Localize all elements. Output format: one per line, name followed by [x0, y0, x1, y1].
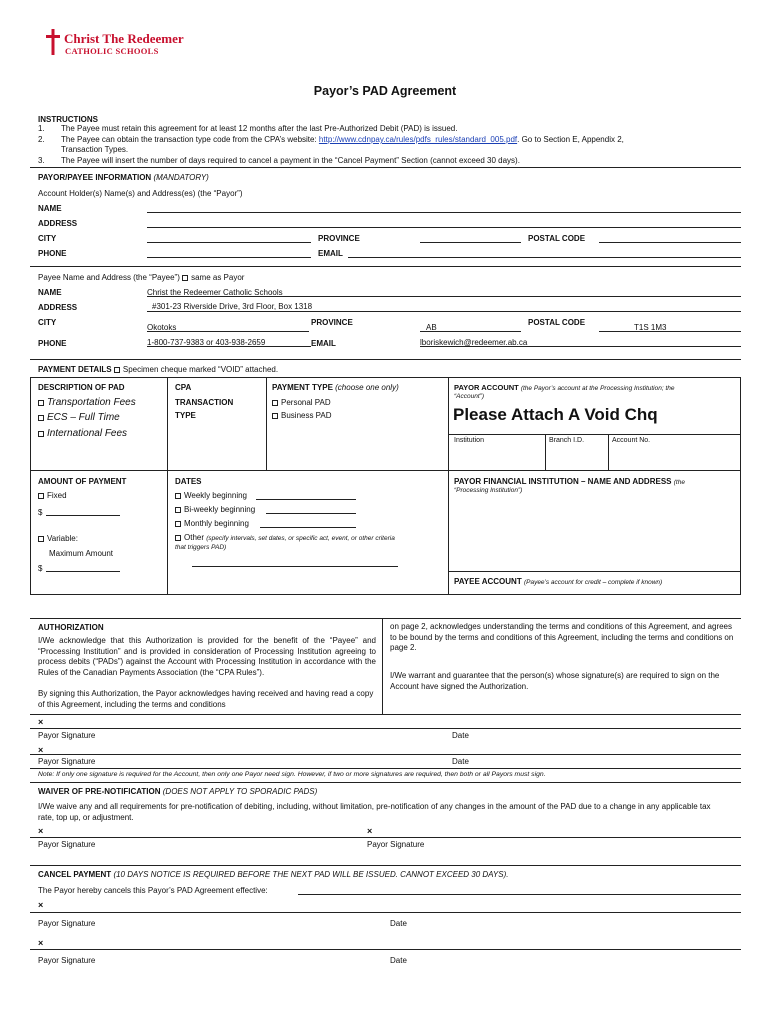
table-hline: [30, 470, 741, 471]
instruction-num-1: 1.: [38, 124, 45, 133]
divider: [30, 782, 741, 783]
amount-heading: AMOUNT OF PAYMENT: [38, 477, 127, 486]
table-vline: [608, 434, 609, 470]
payor-province-label: PROVINCE: [318, 234, 360, 243]
instruction-text-2: [61, 135, 624, 144]
payor-name-field[interactable]: [147, 212, 741, 213]
variable-checkbox[interactable]: [38, 536, 44, 542]
cancel-text: The Payor hereby cancels this Payor’s PAD Agreement effective:: [38, 886, 268, 895]
payor-account-heading: [454, 383, 675, 392]
table-vline: [448, 377, 449, 595]
payee-city-value: Okotoks: [147, 323, 177, 332]
payee-label-text: Payee Name and Address (the “Payee”): [38, 273, 180, 282]
other-checkbox[interactable]: [175, 535, 181, 541]
payor-name-label: NAME: [38, 204, 62, 213]
cancel-heading-text: CANCEL PAYMENT: [38, 870, 112, 879]
payee-account-heading: [454, 577, 662, 586]
desc-option-label: Transportation Fees: [47, 397, 136, 408]
max-amount-label: Maximum Amount: [49, 549, 114, 558]
payee-postal-line: [599, 331, 741, 332]
personal-pad-option[interactable]: [272, 398, 331, 407]
fi-note-2: “Processing Institution”): [454, 487, 523, 494]
divider: [30, 768, 741, 769]
weekly-date-field[interactable]: [256, 499, 356, 500]
signature-line[interactable]: [30, 949, 741, 950]
table-vline: [545, 434, 546, 470]
payor-signature-label: Payor Signature: [38, 757, 96, 766]
payment-type-note: (choose one only): [335, 383, 399, 392]
account-no-label: Account No.: [612, 437, 651, 444]
payee-city-label: CITY: [38, 318, 57, 327]
date-label: Date: [390, 919, 407, 928]
desc-checkbox[interactable]: [38, 431, 44, 437]
cancel-heading: [38, 870, 508, 879]
signature-line[interactable]: [30, 837, 741, 838]
payee-account-note: (Payee’s account for credit – complete if known): [523, 579, 663, 586]
table-vline: [167, 470, 168, 595]
void-cheque-checkbox[interactable]: [114, 367, 120, 373]
other-note-2: that triggers PAD): [175, 544, 227, 551]
payee-province-line: [420, 331, 521, 332]
biweekly-label: Bi-weekly beginning: [184, 505, 256, 514]
fi-note: (the: [673, 479, 685, 486]
payor-signature-label: Payor Signature: [367, 840, 425, 849]
variable-label: Variable:: [47, 534, 78, 543]
payee-postal-label: POSTAL CODE: [528, 318, 586, 327]
cancel-heading-note: (10 DAYS NOTICE IS REQUIRED BEFORE THE NEXT PAD WILL BE ISSUED. CANNOT EXCEED 30 DAYS).: [113, 870, 509, 879]
logo-name: Christ The Redeemer: [64, 31, 184, 46]
fi-heading: [454, 477, 685, 486]
fixed-option[interactable]: [38, 491, 67, 500]
payor-signature-label: Payor Signature: [38, 919, 96, 928]
divider: [30, 714, 741, 715]
date-label: Date: [452, 731, 469, 740]
payee-phone-line: [147, 346, 311, 347]
authorization-right-p2: I/We warrant and guarantee that the person(s) whose signature(s) are required to sign on the Account have signed the Authorization.: [390, 671, 720, 691]
page-title: Payor’s PAD Agreement: [313, 84, 457, 98]
divider: [30, 359, 741, 360]
instruction-text-1: The Payee must retain this agreement for at least 12 months after the last Pre-Authorized Debit (PAD) is issued.: [61, 124, 458, 133]
payee-phone-label: PHONE: [38, 339, 67, 348]
payor-email-label: EMAIL: [318, 249, 343, 258]
payor-signature-label: Payor Signature: [38, 840, 96, 849]
payee-city-line: [147, 331, 309, 332]
payee-postal-value: T1S 1M3: [634, 323, 667, 332]
account-holder-label: Account Holder(s) Name(s) and Address(es) (the “Payor”): [38, 189, 243, 198]
divider: [30, 167, 741, 168]
personal-pad-label: Personal PAD: [281, 398, 331, 407]
payor-heading: [38, 173, 209, 182]
instruction-text-2a: The Payee can obtain the transaction type code from the CPA’s website:: [61, 135, 319, 144]
cpa-transaction-label: TRANSACTION: [175, 398, 234, 407]
payee-name-value: Christ the Redeemer Catholic Schools: [147, 288, 283, 297]
payee-address-line: [147, 311, 741, 312]
authorization-vline: [382, 618, 383, 714]
instruction-num-3: 3.: [38, 156, 45, 165]
payee-email-label: EMAIL: [311, 339, 336, 348]
other-option[interactable]: [175, 533, 395, 542]
authorization-left-p2: By signing this Authorization, the Payor acknowledges having received and having read a copy of this Agreement, including the terms and conditions: [38, 689, 374, 709]
payor-email-field[interactable]: [348, 257, 741, 258]
variable-option[interactable]: [38, 534, 78, 543]
same-as-payor-checkbox[interactable]: [182, 275, 188, 281]
cancel-effective-field[interactable]: [298, 894, 741, 895]
monthly-date-field[interactable]: [260, 527, 356, 528]
authorization-heading: AUTHORIZATION: [38, 623, 104, 632]
table-vline: [167, 377, 168, 470]
cpa-type-label: TYPE: [175, 411, 196, 420]
signature-x: ×: [367, 826, 373, 836]
payee-name-line: [147, 296, 741, 297]
logo-cross-icon: [46, 29, 60, 55]
payee-province-value: AB: [426, 323, 437, 332]
other-criteria-field[interactable]: [192, 566, 398, 567]
void-cheque-text: Please Attach A Void Chq: [453, 405, 658, 424]
desc-heading: DESCRIPTION OF PAD: [38, 383, 125, 392]
dates-heading: DATES: [175, 477, 202, 486]
business-pad-checkbox[interactable]: [272, 413, 278, 419]
payor-signature-label: Payor Signature: [38, 956, 96, 965]
branch-label: Branch I.D.: [549, 437, 585, 444]
personal-pad-checkbox[interactable]: [272, 400, 278, 406]
variable-dollar: $: [38, 564, 43, 573]
payee-account-heading-text: PAYEE ACCOUNT: [454, 577, 522, 586]
weekly-option[interactable]: [175, 491, 247, 500]
waiver-heading-text: WAIVER OF PRE-NOTIFICATION: [38, 787, 161, 796]
signature-x: ×: [38, 900, 44, 910]
biweekly-date-field[interactable]: [266, 513, 356, 514]
authorization-left-p1: I/We acknowledge that this Authorization is provided for the benefit of the “Payee” and “Processing Institution” and is provided in consideration of Processing Institution agreeing to process debits (“PADs”) against the Account with Processing Institution in accordance with the Rules of the Canadian Payments Association (the “CPA Rules”).: [38, 636, 376, 677]
payor-account-note: (the Payor’s account at the Processing Institution; the: [520, 385, 675, 392]
payment-heading-text: PAYMENT DETAILS: [38, 365, 112, 374]
payor-city-field[interactable]: [147, 242, 311, 243]
payor-heading-note: (MANDATORY): [153, 173, 209, 182]
payment-type-heading-text: PAYMENT TYPE: [272, 383, 333, 392]
fixed-checkbox[interactable]: [38, 493, 44, 499]
payor-postal-label: POSTAL CODE: [528, 234, 586, 243]
logo-subtitle: CATHOLIC SCHOOLS: [65, 46, 159, 56]
signature-x: ×: [38, 938, 44, 948]
instruction-text-3: The Payee will insert the number of days required to cancel a payment in the “Cancel Payment” Section (cannot exceed 30 days).: [61, 156, 520, 165]
divider: [30, 618, 741, 619]
payor-address-label: ADDRESS: [38, 219, 78, 228]
payee-address-label: ADDRESS: [38, 303, 78, 312]
waiver-heading: [38, 787, 317, 796]
monthly-option[interactable]: [175, 519, 249, 528]
desc-checkbox[interactable]: [38, 400, 44, 406]
desc-option-international[interactable]: [38, 428, 127, 439]
signature-x: ×: [38, 826, 44, 836]
instruction-text-2b: . Go to Section E, Appendix 2,: [517, 135, 624, 144]
desc-option-label: International Fees: [47, 428, 128, 439]
business-pad-label: Business PAD: [281, 411, 332, 420]
weekly-label: Weekly beginning: [184, 491, 248, 500]
table-hline: [448, 571, 741, 572]
divider: [30, 266, 741, 267]
monthly-label: Monthly beginning: [184, 519, 249, 528]
date-label: Date: [390, 956, 407, 965]
payor-signature-label: Payor Signature: [38, 731, 96, 740]
waiver-text: I/We waive any and all requirements for pre-notification of debiting, including, without limitation, pre-notification of any changes in the amount of the PAD due to a change in any applicable tax rate, top up, or adjustment.: [38, 802, 711, 822]
table-hline: [448, 434, 741, 435]
payor-city-label: CITY: [38, 234, 57, 243]
fi-heading-text: PAYOR FINANCIAL INSTITUTION – NAME AND ADDRESS: [454, 477, 672, 486]
payee-email-line: [420, 346, 741, 347]
date-label: Date: [452, 757, 469, 766]
payor-province-field[interactable]: [420, 242, 521, 243]
cpa-label: CPA: [175, 383, 192, 392]
payee-name-label: NAME: [38, 288, 62, 297]
monthly-checkbox[interactable]: [175, 521, 181, 527]
other-label: Other: [184, 533, 205, 542]
payor-postal-field[interactable]: [599, 242, 741, 243]
instruction-num-2: 2.: [38, 135, 45, 144]
fixed-amount-field[interactable]: [46, 515, 120, 516]
instruction-text-2c: Transaction Types.: [61, 145, 129, 154]
payee-address-value: #301-23 Riverside Drive, 3rd Floor, Box 1318: [152, 302, 313, 311]
payor-phone-label: PHONE: [38, 249, 67, 258]
payor-account-note-2: “Account”): [454, 393, 484, 400]
payee-phone-value: 1-800-737-9383 or 403-938-2659: [147, 338, 266, 347]
institution-label: Institution: [454, 437, 484, 444]
signature-line[interactable]: [30, 754, 741, 755]
payor-heading-text: PAYOR/PAYEE INFORMATION: [38, 173, 152, 182]
authorization-right-p1: on page 2, acknowledges understanding the terms and conditions of this Agreement, and agrees to be bound by the terms and conditions of this Agreement, including the terms and conditions on page 2.: [390, 622, 734, 652]
biweekly-option[interactable]: [175, 505, 255, 514]
desc-checkbox[interactable]: [38, 415, 44, 421]
payment-heading: [38, 365, 278, 374]
same-as-payor-text: same as Payor: [191, 273, 245, 282]
payor-phone-field[interactable]: [147, 257, 311, 258]
waiver-heading-note: (DOES NOT APPLY TO SPORADIC PADS): [162, 787, 318, 796]
table-vline: [266, 377, 267, 470]
payor-account-heading-text: PAYOR ACCOUNT: [454, 383, 519, 392]
weekly-checkbox[interactable]: [175, 493, 181, 499]
signature-line[interactable]: [30, 912, 741, 913]
desc-option-transportation[interactable]: [38, 397, 136, 408]
signature-x: ×: [38, 717, 44, 727]
signature-note: Note: If only one signature is required for the Account, then only one Payor need sign. However, if two or more signatures are required, then both or all Payors must sign.: [38, 771, 546, 778]
biweekly-checkbox[interactable]: [175, 507, 181, 513]
fixed-label: Fixed: [47, 491, 67, 500]
payment-type-heading: [272, 383, 399, 392]
payor-address-field[interactable]: [147, 227, 741, 228]
payee-province-label: PROVINCE: [311, 318, 353, 327]
signature-line[interactable]: [30, 728, 741, 729]
fixed-dollar: $: [38, 508, 43, 517]
instructions-heading: INSTRUCTIONS: [38, 115, 98, 124]
payee-email-value: lboriskewich@redeemer.ab.ca: [420, 338, 528, 347]
divider: [30, 865, 741, 866]
payment-heading-note: Specimen cheque marked “VOID” attached.: [122, 365, 279, 374]
business-pad-option[interactable]: [272, 411, 332, 420]
max-amount-field[interactable]: [46, 571, 120, 572]
cpa-website-link[interactable]: http://www.cdnpay.ca/rules/pdfs_rules/standard_005.pdf: [318, 135, 518, 144]
other-note: (specify intervals, set dates, or specific act, event, or other criteria: [206, 535, 395, 542]
desc-option-label: ECS – Full Time: [47, 412, 120, 423]
desc-option-ecs[interactable]: [38, 412, 120, 423]
signature-x: ×: [38, 745, 44, 755]
payee-label: [38, 273, 244, 282]
